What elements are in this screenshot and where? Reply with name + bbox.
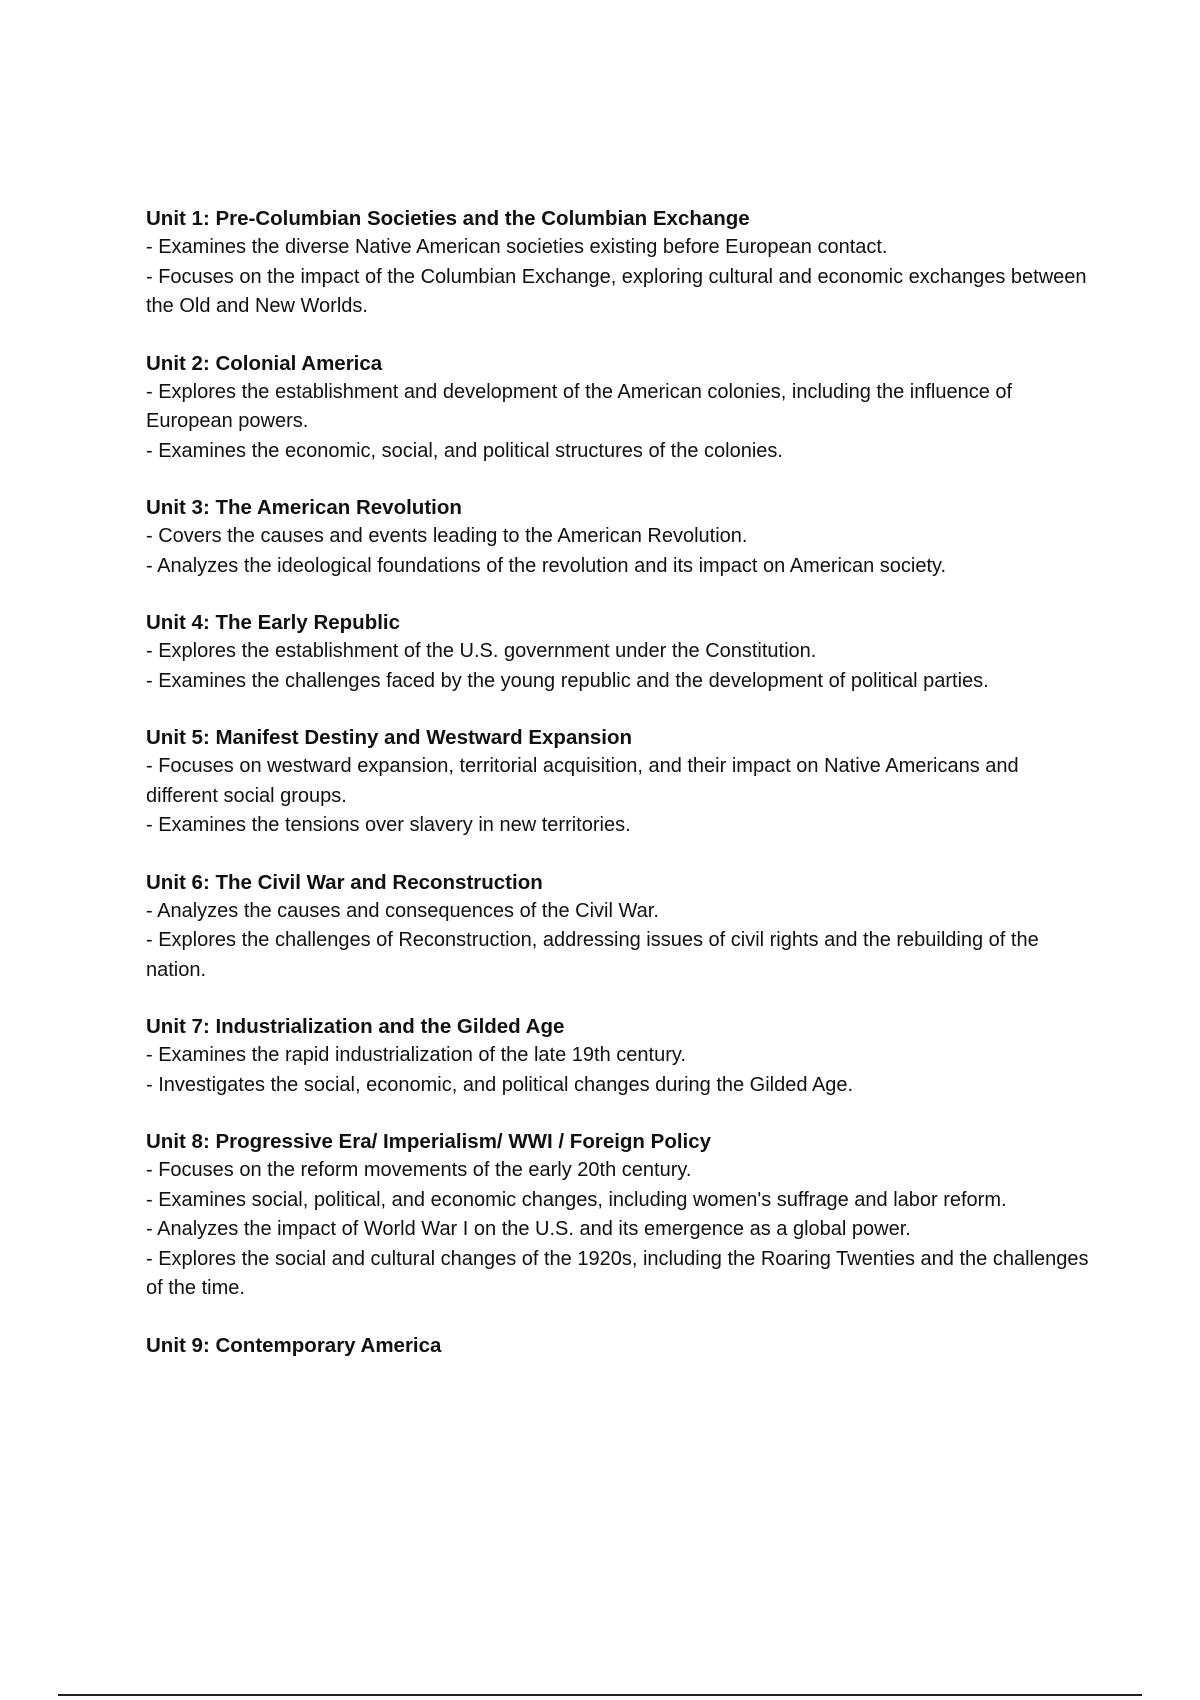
unit-title: Unit 4: The Early Republic	[146, 611, 401, 634]
unit-bullet: - Examines the tensions over slavery in new territories.	[146, 814, 631, 836]
unit-title: Unit 7: Industrialization and the Gilded Age	[146, 1015, 565, 1038]
unit-title: Unit 9: Contemporary America	[146, 1333, 442, 1357]
document-body	[146, 204, 1096, 1387]
unit-4	[146, 608, 1096, 696]
unit-9	[146, 1331, 1096, 1360]
unit-8	[146, 1127, 1096, 1304]
unit-title: Unit 3: The American Revolution	[146, 496, 462, 519]
unit-bullet: - Explores the establishment and development of the American colonies, including the influence of European powers.	[146, 380, 1013, 432]
unit-5	[146, 723, 1096, 841]
unit-title: Unit 1: Pre-Columbian Societies and the Columbian Exchange	[146, 207, 750, 230]
unit-bullet: - Analyzes the ideological foundations of the revolution and its impact on American society.	[146, 554, 947, 577]
unit-bullet: - Analyzes the impact of World War I on the U.S. and its emergence as a global power.	[146, 1218, 911, 1240]
unit-bullet: - Examines the challenges faced by the young republic and the development of political parties.	[146, 669, 989, 692]
unit-bullet: - Focuses on westward expansion, territorial acquisition, and their impact on Native Americans and different social groups.	[146, 755, 1019, 807]
unit-1	[146, 204, 1096, 322]
unit-2	[146, 349, 1096, 467]
unit-bullet: - Analyzes the causes and consequences of the Civil War.	[146, 899, 659, 922]
unit-title: Unit 5: Manifest Destiny and Westward Expansion	[146, 726, 633, 749]
unit-bullet: - Focuses on the reform movements of the early 20th century.	[146, 1159, 692, 1181]
unit-title: Unit 8: Progressive Era/ Imperialism/ WWI / Foreign Policy	[146, 1130, 712, 1153]
unit-bullet: - Examines the diverse Native American societies existing before European contact.	[146, 236, 888, 258]
unit-bullet: - Examines social, political, and economic changes, including women's suffrage and labor reform.	[146, 1188, 1007, 1211]
unit-6	[146, 868, 1096, 986]
unit-3	[146, 493, 1096, 581]
unit-bullet: - Explores the social and cultural changes of the 1920s, including the Roaring Twenties and the challenges of the time.	[146, 1247, 1089, 1299]
unit-bullet: - Explores the establishment of the U.S. government under the Constitution.	[146, 640, 817, 662]
unit-title: Unit 6: The Civil War and Reconstruction	[146, 870, 543, 894]
unit-bullet: - Explores the challenges of Reconstruction, addressing issues of civil rights and the rebuilding of the nation.	[146, 929, 1039, 981]
unit-bullet: - Investigates the social, economic, and political changes during the Gilded Age.	[146, 1073, 854, 1096]
unit-7	[146, 1012, 1096, 1100]
footer-divider	[58, 1694, 1142, 1696]
unit-bullet: - Focuses on the impact of the Columbian Exchange, exploring cultural and economic exchanges between the Old and New Worlds.	[146, 265, 1087, 317]
unit-bullet: - Examines the rapid industrialization of the late 19th century.	[146, 1044, 686, 1066]
unit-bullet: - Examines the economic, social, and political structures of the colonies.	[146, 439, 783, 462]
unit-title: Unit 2: Colonial America	[146, 351, 383, 375]
unit-bullet: - Covers the causes and events leading to the American Revolution.	[146, 525, 748, 547]
